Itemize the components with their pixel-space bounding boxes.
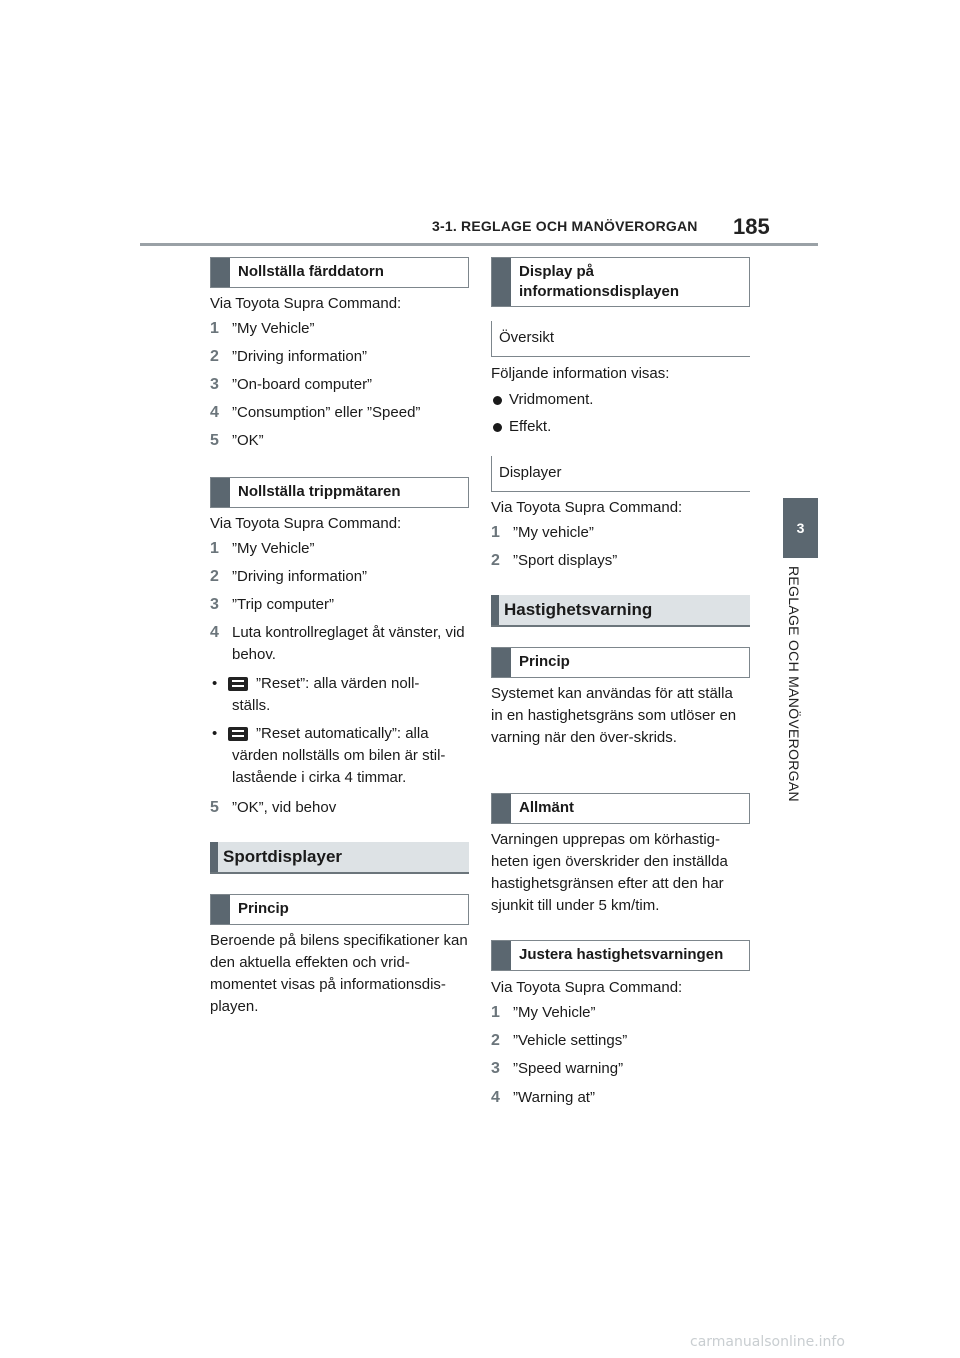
reset-auto-icon: [228, 727, 248, 741]
heading-principle: Princip: [491, 647, 750, 678]
footer-watermark: carmanualsonline.info: [690, 1334, 845, 1350]
section-sport-displays: Sportdisplayer: [210, 842, 469, 874]
intro-text: Via Toyota Supra Command:: [491, 499, 683, 516]
heading-display-info: Display på informationsdisplayen: [491, 257, 750, 307]
heading-reset-trip-computer: Nollställa färddatorn: [210, 257, 469, 288]
intro-text: Via Toyota Supra Command:: [491, 979, 683, 996]
reset-icon: [228, 677, 248, 691]
heading-general: Allmänt: [491, 793, 750, 824]
header-rule: [140, 243, 818, 246]
option-reset: • ”Reset”: alla värden noll- ställs.: [212, 675, 420, 714]
subheading-displays: Displayer: [491, 456, 750, 492]
subheading-overview: Översikt: [491, 321, 750, 357]
intro-text: Via Toyota Supra Command:: [210, 515, 402, 532]
section-speed-warning: Hastighetsvarning: [491, 595, 750, 627]
heading-principle: Princip: [210, 894, 469, 925]
body-text: Systemet kan användas för att ställa in en hastighetsgräns som utlöser en varning när den över-skrids.: [491, 685, 737, 746]
chapter-tab: 3: [783, 498, 818, 558]
heading-adjust-speed-warning: Justera hastighetsvarningen: [491, 940, 750, 971]
chapter-tab-label: REGLAGE OCH MANÖVERORGAN: [786, 566, 802, 802]
body-text: Varningen upprepas om körhastig-heten igen överskrider den inställda hastighetsgränsen efter att den har sjunkit till under 5 km/tim.: [491, 831, 728, 914]
option-reset-automatically: • ”Reset automatically”: alla värden nollställs om bilen är stil-lastående i cirka 4 timmar.: [212, 725, 446, 786]
intro-text: Följande information visas:: [491, 365, 670, 382]
page-number: 185: [733, 214, 770, 239]
heading-reset-trip-meter: Nollställa trippmätaren: [210, 477, 469, 508]
running-header: 3-1. REGLAGE OCH MANÖVERORGAN: [432, 218, 698, 234]
intro-text: Via Toyota Supra Command:: [210, 295, 402, 312]
body-text: Beroende på bilens specifikationer kan den aktuella effekten och vrid-momentet visas på informationsdis-playen.: [210, 932, 468, 1015]
